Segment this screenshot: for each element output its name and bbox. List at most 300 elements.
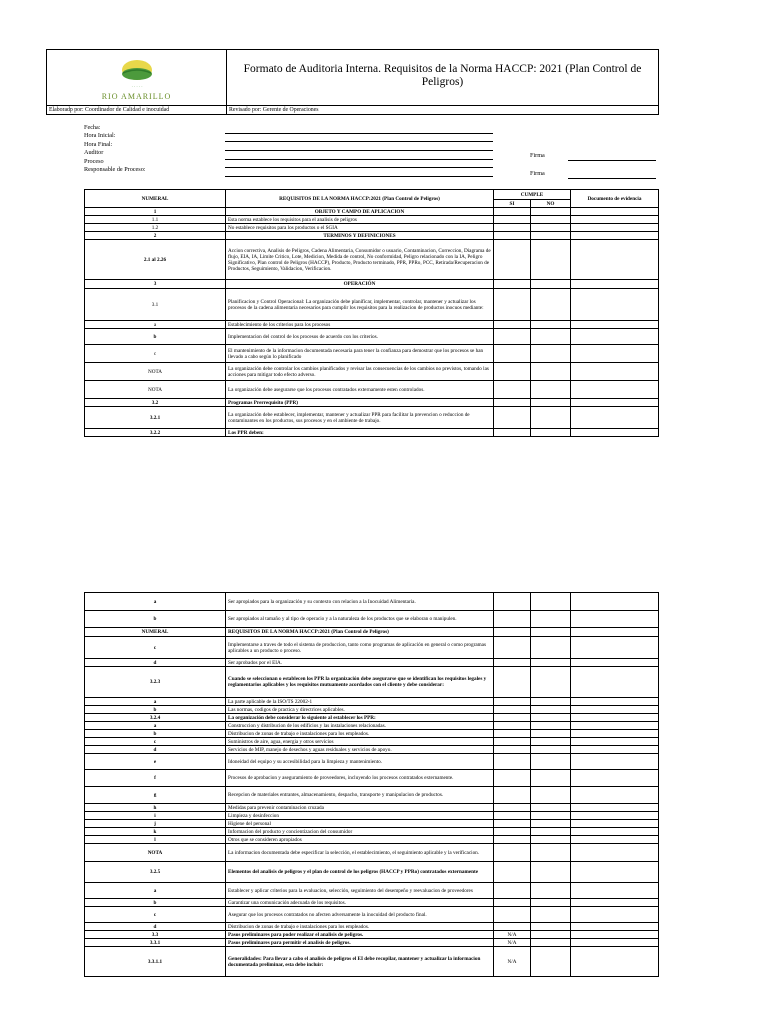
row-requisito: Accion correctiva, Analisis de Peligros, Cadena Alimentaria, Consumidor o usuario, Contaminacion, Correccion, Diagrama de flujo, EIA, IA, Limite Critico, Lote, Medicion, Medida de control, No conformidad, Peligro relacionado con la IA, Peligro Significativo, Plan control de Peligros (HACCP), Producto, Producto terminado, PPR, PPRo, PCC, Retirada/Recuperacion de Productos, Seguimiento, Validacion, Verificacion. [226,240,494,280]
row-requisito: Idoneidad del equipo y su accesibilidad para la limpieza y mantenimiento. [226,754,494,770]
cumple-no-cell[interactable] [531,828,571,836]
evidencia-cell[interactable] [571,836,659,844]
header-table [46,49,659,115]
cumple-si-cell[interactable] [494,899,531,907]
evidencia-cell[interactable] [571,746,659,754]
row-requisito: Ser apropiados al tamaño y al tipo de operacio y a la naturaleza de los productos que se elaboran o manipulen. [226,611,494,628]
table-row [85,637,659,659]
proceso-label: Proceso [84,157,104,165]
evidencia-cell[interactable] [571,381,659,399]
hora-inicial-line[interactable] [225,141,493,142]
col-header-evidencia: Documento de evidencia [571,190,659,208]
row-requisito: La informacion documentada debe especificar la selección, el establecimiento, el seguimiento aplicable y la verificacion. [226,844,494,862]
table-row [85,667,659,698]
cumple-si-cell[interactable] [494,208,531,216]
row-requisito: Los PPR deben: [226,429,494,437]
row-requisito: REQUISITOS DE LA NORMA HACCP:2021 (Plan Control de Peligros) [226,628,494,637]
cumple-no-cell[interactable] [531,363,571,381]
row-numeral: d [85,746,226,754]
cumple-no-cell[interactable] [531,429,571,437]
table-row [85,812,659,820]
evidencia-cell[interactable] [571,429,659,437]
row-requisito: No establece requisitos para los productos o el SGIA [226,224,494,232]
table-row [85,714,659,722]
table-row [85,947,659,977]
proceso-line[interactable] [225,167,493,168]
row-numeral: b [85,899,226,907]
evidencia-cell[interactable] [571,820,659,828]
row-numeral: c [85,907,226,923]
evidencia-cell[interactable] [571,907,659,923]
row-numeral: 2 [85,232,226,240]
cumple-si-cell[interactable] [494,907,531,923]
table-row [85,862,659,883]
row-numeral: 3.2.5 [85,862,226,883]
cumple-no-cell[interactable] [531,637,571,659]
cumple-no-cell[interactable] [531,321,571,329]
cumple-no-cell[interactable] [531,706,571,714]
row-requisito: Procesos de aprobacion y aseguramiento de proveedores, incluyendo los procesos contratados externamente. [226,770,494,787]
evidencia-cell[interactable] [571,628,659,637]
row-requisito: Servicios de MIP, manejo de desechos y aguas residuales y servicios de apoyo. [226,746,494,754]
row-requisito: Distribucion de zonas de trabajo e instalaciones para los empleados. [226,730,494,738]
table-row [85,738,659,746]
cumple-si-cell[interactable] [494,429,531,437]
row-requisito: Implementarse a traves de todo el sistema de produccion, tanto como programas de aplicación en general o como programas aplicables a un producto o proceso. [226,637,494,659]
row-requisito: Las normas, codigos de practica y directrices aplicables. [226,706,494,714]
cumple-si-cell[interactable] [494,714,531,722]
cumple-no-cell[interactable] [531,939,571,947]
cumple-si-cell[interactable] [494,667,531,698]
cumple-si-cell[interactable] [494,659,531,667]
table-row [85,611,659,628]
row-requisito: Planificacion y Control Operacional: La organización debe planificar, implementar, controlar, mantener y actualizar los procesos de la cadena alimentaria necesarios para cumplir los requisitos para la realizacion de productos inocuos mediante: [226,289,494,321]
cumple-no-cell[interactable] [531,407,571,429]
evidencia-cell[interactable] [571,289,659,321]
table-row [85,381,659,399]
evidencia-cell[interactable] [571,770,659,787]
table-row [85,240,659,280]
elaborado-por: Elaboradp por: Coordinador de Calidad e inocuidad [47,106,227,115]
row-numeral: 1.2 [85,224,226,232]
cumple-no-cell[interactable] [531,329,571,345]
table-row [85,208,659,216]
row-numeral: 3.3.1 [85,939,226,947]
cumple-si-cell[interactable]: N/A [494,931,531,939]
col-header-requisitos: REQUISITOS DE LA NORMA HACCP:2021 (Plan Control de Peligros) [226,190,494,208]
row-numeral: a [85,883,226,899]
row-numeral: c [85,637,226,659]
cumple-si-cell[interactable] [494,289,531,321]
row-numeral: a [85,698,226,706]
row-numeral: NOTA [85,381,226,399]
cumple-si-cell[interactable] [494,698,531,706]
row-numeral: j [85,820,226,828]
cumple-no-cell[interactable] [531,931,571,939]
row-numeral: f [85,770,226,787]
cumple-si-cell[interactable] [494,883,531,899]
hora-final-label: Hora Final: [84,140,113,148]
hora-inicial-label: Hora Inicial: [84,132,116,140]
table-row [85,770,659,787]
row-requisito: Otros que se consideren apropiados [226,836,494,844]
evidencia-cell[interactable] [571,345,659,363]
cumple-no-cell[interactable] [531,232,571,240]
table-row [85,698,659,706]
cumple-no-cell[interactable] [531,659,571,667]
cumple-si-cell[interactable] [494,804,531,812]
fecha-label: Fecha: [84,124,101,131]
fecha-line[interactable] [225,133,493,134]
hora-final-line[interactable] [225,150,493,151]
evidencia-cell[interactable] [571,593,659,611]
cumple-si-cell[interactable] [494,836,531,844]
row-requisito: Limpieza y desinfeccion [226,812,494,820]
table-row [85,730,659,738]
cumple-no-cell[interactable] [531,399,571,407]
cumple-si-cell[interactable]: N/A [494,939,531,947]
cumple-si-cell[interactable] [494,828,531,836]
cumple-no-cell[interactable] [531,787,571,804]
row-numeral: h [85,804,226,812]
cumple-no-cell[interactable] [531,593,571,611]
evidencia-cell[interactable] [571,659,659,667]
table-row [85,216,659,224]
row-requisito: Informacion del producto y concientizacion del consumidor [226,828,494,836]
row-requisito: Programas Prerrequisito (PPR) [226,399,494,407]
row-requisito: Higiene del personal [226,820,494,828]
table-row [85,345,659,363]
row-requisito: Suministros de aire, agua, energia y otros servicios [226,738,494,746]
row-numeral: k [85,828,226,836]
row-numeral: NOTA [85,363,226,381]
evidencia-cell[interactable] [571,232,659,240]
cumple-si-cell[interactable] [494,593,531,611]
cumple-si-cell[interactable] [494,923,531,931]
evidencia-cell[interactable] [571,947,659,977]
cumple-no-cell[interactable] [531,667,571,698]
row-numeral: NUMERAL [85,628,226,637]
row-requisito: Recepcion de materiales entrantes, almacenamiento, despacho, transporte y manipulacion de productos. [226,787,494,804]
logo-text: RIO AMARILLO [101,92,172,101]
cumple-no-cell[interactable] [531,844,571,862]
cumple-no-cell[interactable] [531,738,571,746]
cumple-si-cell[interactable] [494,862,531,883]
cumple-si-cell[interactable] [494,407,531,429]
row-requisito: Distribucion de zonas de trabajo e instalaciones para los empleados. [226,923,494,931]
row-requisito: El mantenimiento de la informacion documentada necesaria para tener la confianza para demostrar que los procesos se han llevado a cabo según lo planificado [226,345,494,363]
firma-auditor-line[interactable] [568,160,656,161]
cumple-si-cell[interactable] [494,787,531,804]
table-row [85,329,659,345]
evidencia-cell[interactable] [571,216,659,224]
col-header-si: SI [494,200,531,208]
row-requisito: La organización debe controlar los cambios planificados y revisar las consecuencias de los cambios no previstos, tomando las acciones para mitigar todo efecto adverso. [226,363,494,381]
evidencia-cell[interactable] [571,730,659,738]
cumple-si-cell[interactable] [494,812,531,820]
table-row [85,399,659,407]
cumple-no-cell[interactable] [531,947,571,977]
row-numeral: 3.2.3 [85,667,226,698]
evidencia-cell[interactable] [571,363,659,381]
row-numeral: a [85,722,226,730]
firma-responsable-line[interactable] [568,178,656,179]
cumple-no-cell[interactable] [531,907,571,923]
cumple-si-cell[interactable] [494,637,531,659]
cumple-no-cell[interactable] [531,611,571,628]
evidencia-cell[interactable] [571,862,659,883]
cumple-no-cell[interactable] [531,836,571,844]
cumple-no-cell[interactable] [531,698,571,706]
row-numeral: 3.2.4 [85,714,226,722]
cumple-si-cell[interactable] [494,232,531,240]
table-row [85,754,659,770]
evidencia-cell[interactable] [571,714,659,722]
cumple-no-cell[interactable] [531,280,571,289]
cumple-si-cell[interactable] [494,628,531,637]
row-requisito: Establecer y aplicar criterios para la evaluacion, selección, seguimiento del desempeño y reevaluacion de proveedores [226,883,494,899]
row-requisito: OBJETO Y CAMPO DE APLICACION [226,208,494,216]
row-numeral: 3.1 [85,289,226,321]
cumple-no-cell[interactable] [531,722,571,730]
row-numeral: 3.3 [85,931,226,939]
table-row [85,628,659,637]
row-requisito: Ser apropiados para la organización y su contexto con relacion a la Inocuidad Alimentaria. [226,593,494,611]
table-row [85,659,659,667]
cumple-no-cell[interactable] [531,812,571,820]
evidencia-cell[interactable] [571,931,659,939]
cumple-si-cell[interactable] [494,363,531,381]
row-requisito: Pasos preliminares para permitir el analisis de peligros. [226,939,494,947]
evidencia-cell[interactable] [571,399,659,407]
row-requisito: Esta norma establece los requisitos para el analisis de peligros [226,216,494,224]
table-row [85,883,659,899]
table-row [85,321,659,329]
table-1-body [85,208,659,437]
table-row [85,363,659,381]
cumple-no-cell[interactable] [531,289,571,321]
row-numeral: 3.2 [85,399,226,407]
table-row [85,593,659,611]
row-requisito: Asegurar que los procesos contratados no afecten adversamente la inocuidad del producto final. [226,907,494,923]
row-numeral: 3.3.1.1 [85,947,226,977]
row-requisito: Implementacion del control de los procesos de acuerdo con los criterios. [226,329,494,345]
evidencia-cell[interactable] [571,844,659,862]
cumple-si-cell[interactable] [494,754,531,770]
row-requisito: La organización debe asegurarse que los procesos contratados externamente esten controlados. [226,381,494,399]
row-numeral: i [85,812,226,820]
col-header-numeral: NUMERAL [85,190,226,208]
row-numeral: 1.1 [85,216,226,224]
cumple-no-cell[interactable] [531,208,571,216]
table-row [85,787,659,804]
table-row [85,706,659,714]
cumple-si-cell[interactable] [494,216,531,224]
row-requisito: La organización debe considerar lo siguiente al establecer los PPR: [226,714,494,722]
cumple-si-cell[interactable] [494,329,531,345]
cumple-si-cell[interactable]: N/A [494,947,531,977]
evidencia-cell[interactable] [571,637,659,659]
row-numeral: a [85,321,226,329]
cumple-no-cell[interactable] [531,862,571,883]
cumple-no-cell[interactable] [531,730,571,738]
row-numeral: l [85,836,226,844]
row-requisito: Generalidades: Para llevar a cabo el analisis de peligros el EI debe recopilar, mantener y actualizar la informacion documentada preliminar, esta debe incluir: [226,947,494,977]
row-numeral: NOTA [85,844,226,862]
evidencia-cell[interactable] [571,224,659,232]
row-requisito: Medidas para prevenir contaminacion cruzada [226,804,494,812]
cumple-si-cell[interactable] [494,224,531,232]
table-row [85,407,659,429]
table-row [85,907,659,923]
table-row [85,931,659,939]
cumple-si-cell[interactable] [494,345,531,363]
row-numeral: c [85,738,226,746]
cumple-no-cell[interactable] [531,754,571,770]
cumple-si-cell[interactable] [494,706,531,714]
evidencia-cell[interactable] [571,804,659,812]
cumple-no-cell[interactable] [531,899,571,907]
table-row [85,746,659,754]
cumple-no-cell[interactable] [531,770,571,787]
cumple-si-cell[interactable] [494,240,531,280]
cumple-si-cell[interactable] [494,381,531,399]
row-numeral: 3.2.1 [85,407,226,429]
logo-cell [47,50,227,106]
row-requisito: Elementos del analisis de peligros y el plan de control de los peligros (HACCP y PPRo) contratados externamente [226,862,494,883]
table-row [85,923,659,931]
cumple-no-cell[interactable] [531,216,571,224]
table-row [85,224,659,232]
cumple-si-cell[interactable] [494,611,531,628]
cumple-no-cell[interactable] [531,224,571,232]
row-numeral: b [85,611,226,628]
cumple-no-cell[interactable] [531,714,571,722]
table-row [85,232,659,240]
cumple-si-cell[interactable] [494,730,531,738]
table-row [85,899,659,907]
evidencia-cell[interactable] [571,828,659,836]
evidencia-cell[interactable] [571,698,659,706]
row-numeral: b [85,706,226,714]
table-row [85,429,659,437]
evidencia-cell[interactable] [571,667,659,698]
svg-text:· · · · ·: · · · · · [130,84,143,89]
table-row [85,820,659,828]
evidencia-cell[interactable] [571,208,659,216]
row-requisito: La parte aplicable de la ISO/TS 22002-1 [226,698,494,706]
cumple-si-cell[interactable] [494,746,531,754]
evidencia-cell[interactable] [571,240,659,280]
cumple-no-cell[interactable] [531,923,571,931]
table-row [85,844,659,862]
col-header-cumple: CUMPLE [494,190,571,200]
row-requisito: Ser aprobados por el EIA. [226,659,494,667]
col-header-no: NO [531,200,571,208]
row-numeral: 3 [85,280,226,289]
responsable-line[interactable] [225,176,493,177]
row-numeral: d [85,923,226,931]
cumple-si-cell[interactable] [494,820,531,828]
evidencia-cell[interactable] [571,329,659,345]
row-requisito: Garantizar una comunicación adecuada de los requisitos. [226,899,494,907]
evidencia-cell[interactable] [571,706,659,714]
row-numeral: d [85,659,226,667]
cumple-si-cell[interactable] [494,399,531,407]
auditor-line[interactable] [225,159,493,160]
row-numeral: 3.2.2 [85,429,226,437]
row-numeral: b [85,730,226,738]
cumple-si-cell[interactable] [494,738,531,746]
evidencia-cell[interactable] [571,407,659,429]
cumple-no-cell[interactable] [531,746,571,754]
cumple-si-cell[interactable] [494,280,531,289]
cumple-no-cell[interactable] [531,345,571,363]
evidencia-cell[interactable] [571,812,659,820]
table-row [85,836,659,844]
row-numeral: e [85,754,226,770]
evidencia-cell[interactable] [571,923,659,931]
row-numeral: b [85,329,226,345]
evidencia-cell[interactable] [571,899,659,907]
firma-responsable-label: Firma [530,170,545,177]
row-requisito: Construccion y distribucion de los edificios y las instalaciones relacionadas. [226,722,494,730]
requirements-table-2 [84,592,659,977]
requirements-table-1 [84,189,659,437]
cumple-no-cell[interactable] [531,820,571,828]
evidencia-cell[interactable] [571,787,659,804]
cumple-si-cell[interactable] [494,722,531,730]
row-numeral: a [85,593,226,611]
evidencia-cell[interactable] [571,883,659,899]
cumple-no-cell[interactable] [531,804,571,812]
table-row [85,289,659,321]
revisado-por: Revisado por: Gerente de Operaciones [227,106,659,115]
cumple-no-cell[interactable] [531,883,571,899]
row-numeral: 2.1 al 2.26 [85,240,226,280]
cumple-si-cell[interactable] [494,770,531,787]
row-numeral: 1 [85,208,226,216]
row-requisito: La organización debe establecer, implementar, mantener y actualizar PPR para facilitar la prevencion o reduccion de contaminantes en los productos, sus procesos y en el ambiente de trabajo. [226,407,494,429]
evidencia-cell[interactable] [571,722,659,730]
table-row [85,280,659,289]
row-requisito: OPERACIÓN [226,280,494,289]
cumple-no-cell[interactable] [531,240,571,280]
row-numeral: c [85,345,226,363]
cumple-no-cell[interactable] [531,381,571,399]
evidencia-cell[interactable] [571,754,659,770]
evidencia-cell[interactable] [571,321,659,329]
cumple-no-cell[interactable] [531,628,571,637]
table-row [85,722,659,730]
responsable-label: Responsable de Proceso: [84,166,146,174]
row-requisito: TERMINOS Y DEFINICIONES [226,232,494,240]
table-row [85,828,659,836]
cumple-si-cell[interactable] [494,844,531,862]
table-row [85,804,659,812]
document-title: Formato de Auditoria Interna. Requisitos de la Norma HACCP: 2021 (Plan Control de Peligros) [227,50,659,106]
row-requisito: Pasos preliminares para poder realizar el analisis de peligros. [226,931,494,939]
evidencia-cell[interactable] [571,939,659,947]
evidencia-cell[interactable] [571,611,659,628]
evidencia-cell[interactable] [571,280,659,289]
cumple-si-cell[interactable] [494,321,531,329]
table-2-body [85,593,659,977]
row-numeral: g [85,787,226,804]
firma-auditor-label: Firma [530,152,545,159]
table-row [85,939,659,947]
evidencia-cell[interactable] [571,738,659,746]
